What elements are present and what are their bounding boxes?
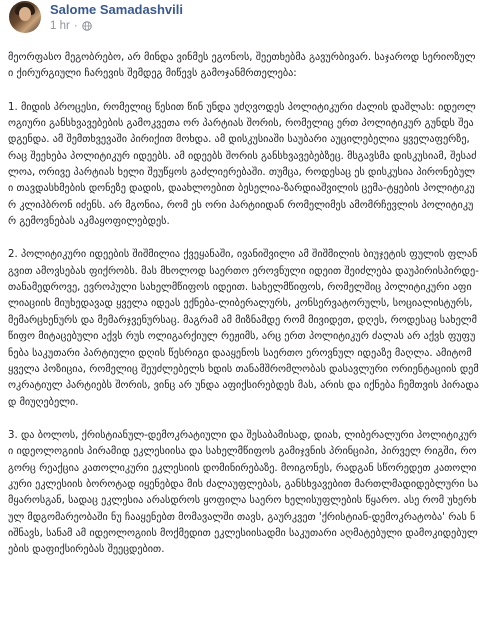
post-header bbox=[8, 0, 482, 44]
dot-separator: · bbox=[73, 20, 78, 32]
post-paragraph-2: 2. პოლიტიკური იდეების შიშმილია ქვეყანაში, ივანიშვილი ამ შიშმილის ბიუჯეტის ფულის ფლანგვით ამოვსებას ფიქრობს. მას მხოლოდ საერთო ეროვნული იდეით შეიძლება დაუპირისპირდე-თანამედროვე, ევროპული სახელმწიფოს იდეით. სახელმწიფოს, რომელშიც პოლიტიკური აფილიაციის მიუხედავად ყველა იდეას ექნება-ლიბერალურს, კონსერვატორულს, სოციალისტურს, მემარცხენურს და მემარჯვენურსაც. მაგრამ ამ მიზნამდე რომ მივიდეთ, დღეს, როდესაც სახელმწიფო მიტაცებული აქვს რუს ოლიგარქიულ რეჟიმს, არც ერთ პოლიტიკურ ძალას არ აქვს ფუფუნება საკუთარი პარტიული დღის წესრიგი დააყენოს საერთო ეროვნულ იდეაზე მაღლა. ამიტომ ყველა პოზიცია, რომელიც შეუძლებელს ხდის თანამშრომლობას დასავლური ორიენტაციის დემოკრატიულ პარტიებს შორის, ვინც არ უნდა აფიქსირებდეს მას, არის და იქნება ჩემთვის პირადად მიუღებელი. bbox=[8, 249, 479, 408]
avatar[interactable] bbox=[9, 1, 41, 33]
post-timestamp[interactable]: 1 hr bbox=[50, 20, 70, 32]
post-paragraph-3: 3. და ბოლოს, ქრისტიანულ-დემოკრატიული და შესაბამისად, დიახ, ლიბერალური პოლიტიკური იდეოლოგიის პირამიდ ეკლესიისა და სახელმწიფოს გამიჯვნის პრინციპი, პირველ რიგში, როგორც რეაქცია კათოლიკური ეკლესიის დომინირებაზე. მოიგონეს, რადგან სწორედეთ კათოლიკური ეკლესიის ბოროტად იყენებდა მის ძალაუფლებას, განსხვავებით მართლმადიდებლური სამყაროსგან, სადაც ეკლესია არასდროს ყოფილა საერო ხელისუფლების წყარო. ასე რომ უხერხულ მდგომარეობაში ნუ ჩააყენებთ მომავალში თავს, გაურკვეთ 'ქრისტიან-დემოკრატობა' რას ნიშნავს, სანამ ამ იდეოლოგიის მოქმედით ეკლესიისადმი საკუთარი აღმატებული დამოკიდებულების დაფიქსირებას შეეცდებით. bbox=[8, 429, 479, 556]
author-name-link[interactable]: Salome Samadashvili bbox=[50, 2, 183, 17]
avatar-face bbox=[19, 7, 31, 21]
globe-icon[interactable] bbox=[82, 21, 92, 31]
post-meta bbox=[50, 20, 92, 32]
post-body bbox=[8, 50, 482, 559]
post-paragraph-intro: მეორფასო მეგობრებო, არ მინდა ვინმეს ეგონოს, შეეთხებმა გავურბივარ. საჯაროდ სერიოზული ქირურგიული ჩარევის შემდეგ მიწევს გამოჯანმრთელება: bbox=[8, 52, 476, 80]
post-paragraph-1: 1. მიდის პროცესი, რომელიც წესით წინ უნდა უძღვოდეს პოლიტიკური ძალის დაშლას: იდეოლოგიური განსხვავებების გამოკვეთა ორ პარტიას შორის, რომელიც ერთ პოლიტიკურ გუნდს შეადგენდა. ამ შემთხვევაში პირიქით მოხდა. ამ დისკუსიაში საუბარი აუცილებელია ყველაფერზე, რაც შეეხება პოლიტიკურ იდეებს. ამ იდეებს შორის განსხვავებებზეც. მსგავსმა დისკუსიამ, შესაძლოა, ორივე პარტიას ხელი შეუწყოს გაძლიერებაში. თუმცა, როდესაც ეს დისკუსია პირონებული თავდასხმების დონეზე დადის, დაახლოებით ბესელია-ზარდიაშვილის ცემა-ტყების პოლიტიკურ კლიპბრონ იძენს. არ მგონია, რომ ეს ორი პარტიიდან რომელიმეს ამომრჩევლის პოლიტიკურ გემოვნებას აკმაყოფილებდეს. bbox=[8, 101, 477, 228]
